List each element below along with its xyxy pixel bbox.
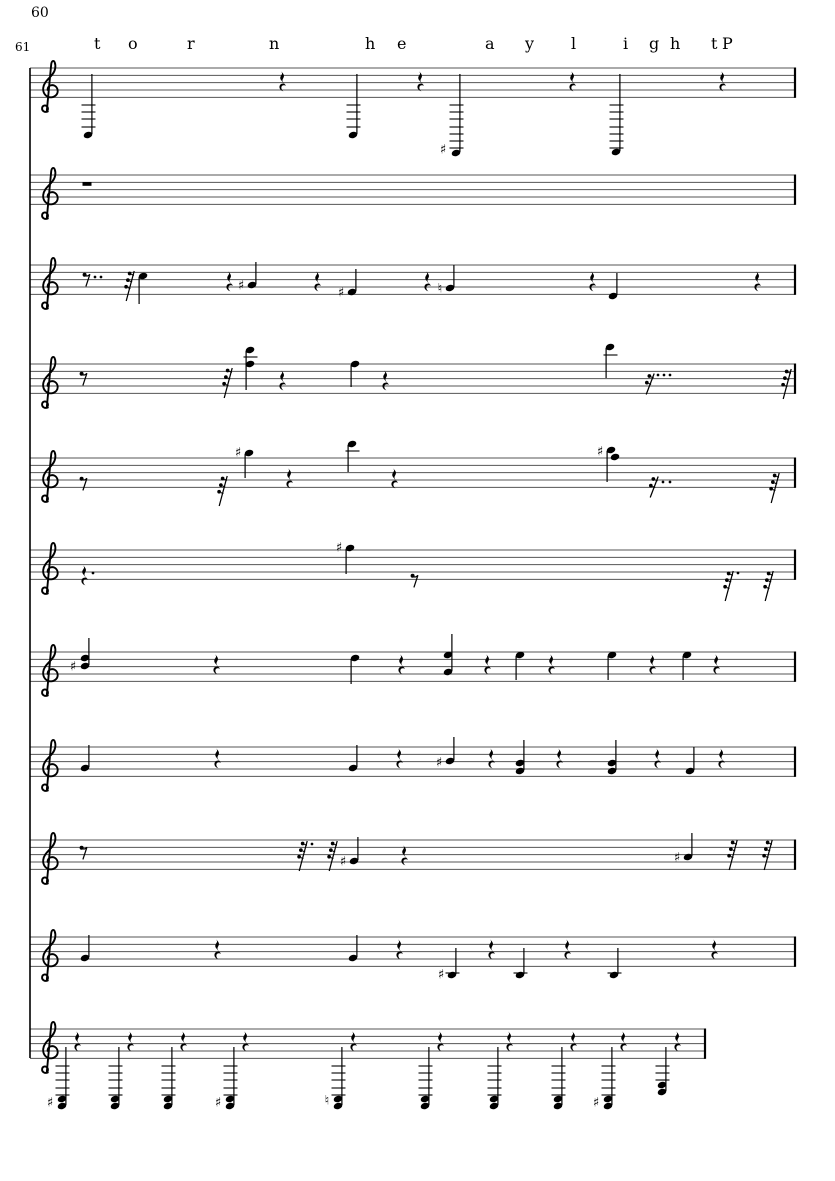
treble-clef-icon xyxy=(42,833,58,884)
lyric-syllable: e xyxy=(397,34,407,53)
quarter-note xyxy=(348,935,358,962)
sharp-sign: ♯ xyxy=(673,850,681,866)
quarter-rest xyxy=(484,654,491,674)
quarter-rest xyxy=(214,748,221,768)
lyric-syllable: n xyxy=(269,34,280,53)
quarter-note xyxy=(610,74,624,156)
sharp-sign: ♯ xyxy=(46,1095,54,1111)
sharp-sign: ♯ xyxy=(437,967,445,983)
sharp-sign: ♯ xyxy=(435,755,443,771)
quarter-note xyxy=(608,948,622,979)
chord xyxy=(419,1047,433,1110)
natural-sign: ♮ xyxy=(437,281,443,297)
chord xyxy=(325,1047,346,1110)
quarter-rest xyxy=(391,468,398,488)
chord xyxy=(244,346,258,390)
chord xyxy=(515,740,525,775)
quarter-rest xyxy=(286,468,293,488)
lyric-syllable: h xyxy=(670,34,681,53)
thirtysecond-rest xyxy=(297,841,313,871)
quarter-rest xyxy=(589,271,596,291)
quarter-rest xyxy=(350,1031,357,1051)
lyric-syllable: r xyxy=(187,34,195,53)
quarter-note xyxy=(438,265,455,297)
chord xyxy=(552,1047,566,1110)
quarter-note xyxy=(346,440,360,472)
quarter-rest xyxy=(654,748,661,768)
staff-4 xyxy=(30,343,795,408)
whole-rest xyxy=(83,182,92,186)
staff-5 xyxy=(30,440,795,506)
quarter-rest xyxy=(564,939,571,959)
quarter-rest xyxy=(396,748,403,768)
quarter-note xyxy=(438,948,460,983)
quarter-rest xyxy=(242,1031,249,1051)
staff-9 xyxy=(30,833,795,884)
quarter-rest xyxy=(674,1031,681,1051)
quarter-rest xyxy=(570,1031,577,1051)
treble-clef-icon xyxy=(42,451,58,502)
quarter-note xyxy=(338,269,357,301)
treble-clef-icon xyxy=(42,930,58,981)
staff-1 xyxy=(30,61,795,158)
lyric-syllable: g xyxy=(649,34,660,53)
treble-clef-icon xyxy=(42,61,58,112)
chord xyxy=(656,1047,670,1096)
quarter-note xyxy=(340,837,359,870)
chord xyxy=(443,634,453,676)
chord xyxy=(70,638,90,675)
lyric-syllable: a xyxy=(485,34,495,53)
quarter-rest xyxy=(417,71,424,91)
quarter-rest xyxy=(180,1031,187,1051)
quarter-rest xyxy=(711,939,718,959)
quarter-note xyxy=(348,745,358,772)
treble-clef-icon xyxy=(42,258,58,309)
quarter-note xyxy=(350,360,360,387)
quarter-note xyxy=(138,272,148,304)
eighth-rest xyxy=(80,846,87,860)
quarter-rest xyxy=(713,654,720,674)
chord xyxy=(593,1047,616,1111)
chord xyxy=(47,1047,70,1111)
quarter-rest xyxy=(74,1031,81,1051)
sharp-sign: ♯ xyxy=(337,285,345,301)
treble-clef-icon xyxy=(42,645,58,696)
sharp-sign: ♯ xyxy=(234,445,242,461)
quarter-note xyxy=(347,74,361,139)
treble-clef-icon xyxy=(42,168,58,219)
quarter-note xyxy=(436,737,455,771)
quarter-rest xyxy=(488,748,495,768)
thirtysecond-rest xyxy=(763,571,773,601)
sharp-sign: ♯ xyxy=(237,278,245,294)
quarter-rest xyxy=(279,370,286,390)
quarter-note xyxy=(607,651,617,680)
chord xyxy=(597,445,620,483)
quarter-rest xyxy=(649,654,656,674)
quarter-note xyxy=(350,654,360,684)
staff-11 xyxy=(30,1022,705,1111)
quarter-note xyxy=(685,747,695,775)
staff-3 xyxy=(30,258,795,309)
staff-8 xyxy=(30,737,795,791)
quarter-rest xyxy=(424,271,431,291)
staff-7 xyxy=(30,634,795,696)
chord xyxy=(607,740,617,775)
quarter-note xyxy=(238,262,257,294)
quarter-rest xyxy=(127,1031,134,1051)
quarter-note xyxy=(674,833,693,866)
staff-6 xyxy=(30,541,795,602)
quarter-note xyxy=(682,651,692,680)
sharp-sign: ♯ xyxy=(596,444,604,460)
quarter-note xyxy=(440,74,464,158)
quarter-note xyxy=(82,74,96,139)
quarter-rest xyxy=(396,939,403,959)
sharp-sign: ♯ xyxy=(339,854,347,870)
quarter-rest xyxy=(569,71,576,91)
lyric-syllable: t xyxy=(711,34,718,53)
quarter-rest xyxy=(556,748,563,768)
sharp-sign: ♯ xyxy=(439,142,447,158)
quarter-rest xyxy=(718,748,725,768)
staff-10 xyxy=(30,930,795,983)
quarter-rest xyxy=(314,271,321,291)
lyric-syllable: o xyxy=(128,34,138,53)
quarter-rest xyxy=(226,271,233,291)
staff-2 xyxy=(30,168,795,219)
measure-number-60: 60 xyxy=(31,5,49,21)
thirtysecond-rest xyxy=(781,369,791,399)
chord xyxy=(215,1047,238,1111)
treble-clef-icon xyxy=(42,543,58,594)
chord xyxy=(109,1047,123,1110)
quarter-rest xyxy=(81,565,94,585)
quarter-note xyxy=(80,745,90,772)
thirtysecond-rest xyxy=(124,271,134,301)
treble-clef-icon xyxy=(42,740,58,791)
eighth-rest xyxy=(411,574,418,588)
thirtysecond-rest xyxy=(327,841,337,871)
treble-clef-icon xyxy=(42,1022,58,1073)
treble-clef-icon xyxy=(42,357,58,408)
chord xyxy=(162,1047,176,1110)
measure-number-61: 61 xyxy=(15,40,31,54)
eighth-rest xyxy=(80,477,87,491)
quarter-note xyxy=(515,651,525,680)
lyric-syllable: l xyxy=(571,34,577,53)
sixteenth-rest xyxy=(645,374,671,395)
quarter-rest xyxy=(437,1031,444,1051)
lyric-syllable: h xyxy=(365,34,376,53)
quarter-rest xyxy=(382,370,389,390)
quarter-note xyxy=(514,948,528,979)
quarter-rest xyxy=(620,1031,627,1051)
quarter-rest xyxy=(398,654,405,674)
lyric-syllable: i xyxy=(623,34,629,53)
sharp-sign: ♯ xyxy=(335,540,343,556)
quarter-note xyxy=(80,935,90,962)
thirtysecond-rest xyxy=(217,476,227,506)
quarter-rest xyxy=(279,71,286,91)
quarter-rest xyxy=(488,939,495,959)
sharp-sign: ♯ xyxy=(69,659,77,675)
lyric-syllable: y xyxy=(525,34,535,53)
lyric-syllable: P xyxy=(722,34,733,53)
natural-sign: ♮ xyxy=(324,1093,330,1109)
quarter-rest xyxy=(719,71,726,91)
quarter-rest xyxy=(754,271,761,291)
chord xyxy=(488,1047,502,1110)
thirtysecond-rest xyxy=(769,473,779,503)
sharp-sign: ♯ xyxy=(592,1095,600,1111)
lyric-syllable: t xyxy=(94,34,101,53)
quarter-rest xyxy=(213,654,220,674)
quarter-rest xyxy=(548,654,555,674)
sharp-sign: ♯ xyxy=(214,1095,222,1111)
quarter-rest xyxy=(506,1031,513,1051)
quarter-rest xyxy=(214,939,221,959)
quarter-note xyxy=(604,343,618,378)
thirtysecond-rest xyxy=(723,571,739,601)
